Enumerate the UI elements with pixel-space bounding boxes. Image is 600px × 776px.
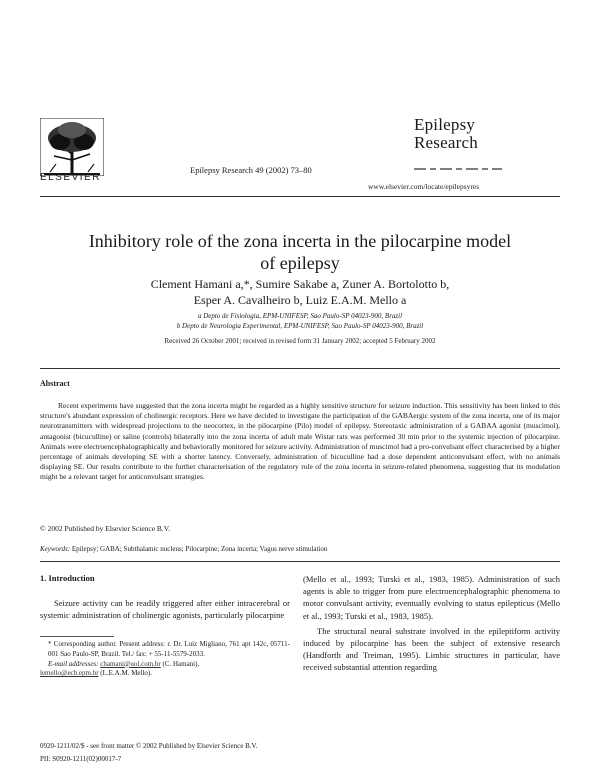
footnote-divider	[40, 636, 114, 637]
article-title-line2: of epilepsy	[260, 253, 340, 273]
intro-paragraph-1: Seizure activity can be readily triggered after either intracerebral or systemic administration of cholinergic agonists, particularly pilocarpine	[40, 598, 290, 621]
abstract-bottom-divider	[40, 561, 560, 562]
article-title	[40, 230, 560, 274]
footnote-emails	[40, 660, 290, 670]
author-list	[40, 276, 560, 308]
intro-paragraph-2: The structural neural substrate involved in the epileptiform activity induced by pilocarpine has been the subject of extensive research (Handforth and Treiman, 1995). Limbic structures in particular, have received substantial attention regarding	[303, 625, 560, 673]
keywords-label: Keywords:	[40, 545, 71, 553]
intro-paragraph-1-continued: (Mello et al., 1993; Turski et al., 1983, 1985). Administration of such agents is able to trigger from pure electroencephalographic phenomena to motor convulsant activity, eventually evolving to status epilepticus (Mello et al., 1993; Turski et al., 1983, 1985).	[303, 574, 560, 621]
article-title-line1: Inhibitory role of the zona incerta in the pilocarpine model	[88, 231, 512, 251]
article-dates: Received 26 October 2001; received in revised form 31 January 2002; accepted 5 February 2002	[164, 337, 436, 345]
right-column	[303, 573, 560, 674]
email-owner-mello: (L.E.A.M. Mello).	[98, 669, 153, 678]
publisher-name: ELSEVIER	[40, 172, 101, 183]
affiliation-a: a Depto de Fisiologia, EPM-UNIFESP, Sao Paulo-SP 04023-900, Brazil	[197, 312, 403, 320]
journal-url-link[interactable]: www.elsevier.com/locate/epilepsyres	[368, 182, 480, 191]
journal-brand-line1: Epilepsy	[414, 115, 476, 134]
keywords-text: Epilepsy; GABA; Subthalamic nucleus; Pilocarpine; Zona incerta; Vagus nerve stimulation	[70, 545, 328, 553]
corresponding-author-footnote	[40, 640, 290, 679]
front-matter-line: 0920-1211/02/$ - see front matter © 2002 Published by Elsevier Science B.V.	[40, 742, 258, 750]
section-heading-introduction: 1. Introduction	[40, 573, 95, 583]
email-link-hamani[interactable]: chamani@uol.com.br	[100, 659, 161, 668]
journal-brand-line2: Research	[414, 133, 478, 152]
authors-line2: Esper A. Cavalheiro b, Luiz E.A.M. Mello a	[193, 293, 407, 307]
abstract-top-divider	[40, 368, 560, 369]
email-owner-hamani: (C. Hamani),	[160, 659, 200, 668]
footnote-email-line2	[40, 669, 152, 677]
left-column	[40, 573, 290, 621]
affiliations	[40, 311, 560, 331]
elsevier-tree-logo	[40, 118, 104, 176]
email-link-mello[interactable]: lemello@ecb.epm.br	[40, 669, 99, 678]
brand-decoration	[412, 160, 504, 168]
journal-brand	[414, 116, 504, 152]
pii-line: PII: S0920-1211(02)00017-7	[40, 755, 122, 763]
keywords	[40, 545, 560, 553]
abstract-text: Recent experiments have suggested that the zona incerta might be regarded as a highly sensitive structure for seizure induction. This sensitivity has been linked to this structure's abundant expression of cholinergic receptors. Here we have decided to investigate the participation of the GABAergic system of the zona incerta, one of its major neurotransmitters with widespread projections to the neocortex, in the pilocarpine (Pilo) model of epilepsy. Stereotaxic administration of a GABAA agonist (muscimol), antagonist (bicuculline) or saline (controls) bilaterally into the zona incerta of adult male Wistar rats was performed 30 min prior to the systemic injection of pilocarpine. Animals were electroencephalographically and behaviorally monitored for seizure activity. Administration of muscimol had a pro-convulsant effect characterised by a higher percentage of animals developing SE with a shorter latency. Conversely, administration of bicuculline had a dose dependent anticonvulsant effect, with no animals displaying SE. Our results contribute to the further characterisation of the regulatory role of the zona incerta in seizure-related phenomena, suggesting that its modulation might be a relevant target for anticonvulsant strategies.	[40, 401, 560, 482]
footnote-corresponding: * Corresponding author. Present address: r. Dr. Luiz Migliano, 761 apt 142c, 05711-001 Sao Paulo-SP, Brazil. Tel./ fax: + 55-11-5579-2033.	[48, 640, 290, 658]
abstract-copyright: © 2002 Published by Elsevier Science B.V.	[40, 524, 171, 533]
affiliation-b: b Depto de Neurologia Experimental, EPM-UNIFESP, Sao Paulo-SP 04023-900, Brazil	[176, 322, 424, 330]
journal-citation: Epilepsy Research 49 (2002) 73–80	[190, 165, 312, 175]
authors-line1: Clement Hamani a,*, Sumire Sakabe a, Zuner A. Bortolotto b,	[150, 277, 450, 291]
header-divider	[40, 196, 560, 197]
footnote-email-label: E-mail addresses:	[48, 659, 99, 668]
abstract-heading: Abstract	[40, 379, 70, 388]
